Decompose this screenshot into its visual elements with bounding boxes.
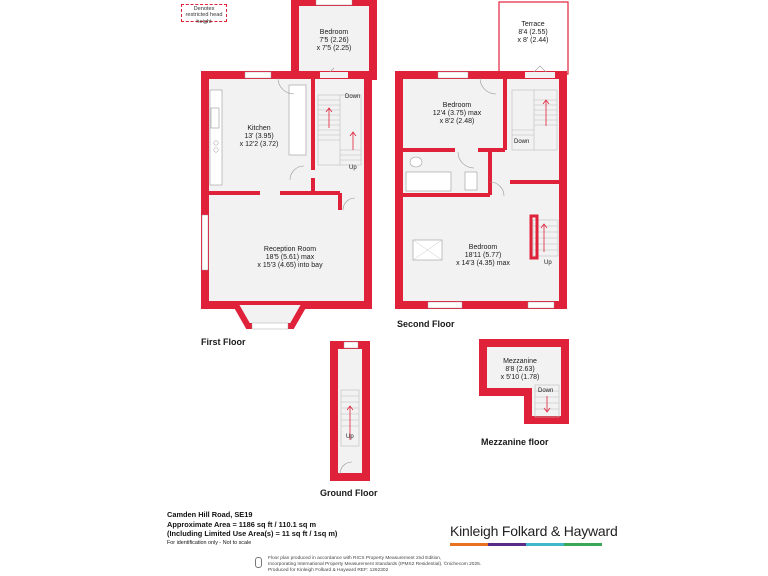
mezzanine-area <box>483 343 565 420</box>
first-floor-up-label: Up <box>349 165 357 171</box>
ground-floor-up-label: Up <box>346 434 354 440</box>
first-floor-main-area <box>205 75 368 305</box>
footer-disclaimer <box>268 556 481 574</box>
nichecom-icon <box>255 557 262 568</box>
bedroom-first-dim1: 7'5 (2.26) <box>319 37 349 44</box>
second-floor-down-label: Down <box>514 139 530 145</box>
agency-logo: Kinleigh Folkard & Hayward <box>450 523 618 539</box>
identification-note: For identification only - Not to scale <box>167 539 252 546</box>
footer-line-2: Incorporating International Property Measurement Standards (IPMS2 Residential). ©nichecom 2025. <box>268 562 482 567</box>
second-floor-up-label: Up <box>544 260 552 266</box>
mezzanine-dim2: x 5'10 (1.78) <box>500 374 540 381</box>
mezzanine-down-label: Down <box>538 388 554 394</box>
reception-dim2: x 15'3 (4.65) into bay <box>257 262 323 269</box>
mezzanine-plan <box>483 343 565 420</box>
bedroom-second-b-dim2: x 14'3 (4.35) max <box>456 260 510 267</box>
mezzanine-dim1: 8'8 (2.63) <box>505 366 535 373</box>
bedroom-second-b-name: Bedroom <box>468 244 498 251</box>
restricted-height-legend: Denotes restricted head height <box>181 4 227 22</box>
brand-bar-orange <box>450 543 488 546</box>
bedroom-first-name: Bedroom <box>319 29 349 36</box>
brand-bar-teal <box>526 543 564 546</box>
terrace-name: Terrace <box>521 21 545 28</box>
footer-line-1: Floor plan produced in accordance with RICS Property Measurement 2nd Edition, <box>268 556 442 561</box>
second-floor-label: Second Floor <box>397 319 455 329</box>
reception-name: Reception Room <box>263 246 317 253</box>
bedroom-second-a-dim2: x 8'2 (2.48) <box>439 118 475 125</box>
approximate-area: Approximate Area = 1186 sq ft / 110.1 sq m <box>167 519 317 529</box>
ground-floor-label: Ground Floor <box>320 488 378 498</box>
bedroom-first-dim2: x 7'5 (2.25) <box>316 45 352 52</box>
limited-use-area: (Including Limited Use Area(s) = 11 sq ft / 1sq m) <box>167 529 338 539</box>
bedroom-second-a-dim1: 12'4 (3.75) max <box>432 110 482 117</box>
first-floor-label: First Floor <box>201 337 246 347</box>
kitchen-dim1: 13' (3.95) <box>244 133 274 140</box>
property-address: Camden Hill Road, SE19 <box>167 510 253 519</box>
kitchen-dim2: x 12'2 (3.72) <box>239 141 279 148</box>
reception-dim1: 18'5 (5.61) max <box>265 254 315 261</box>
ground-floor-plan <box>334 342 366 477</box>
bedroom-second-a-name: Bedroom <box>442 102 472 109</box>
bedroom-second-b-dim1: 18'11 (5.77) <box>464 252 502 259</box>
kitchen-name: Kitchen <box>247 125 271 132</box>
first-floor-down-label: Down <box>345 94 361 100</box>
mezzanine-floor-label: Mezzanine floor <box>481 437 549 447</box>
property-info <box>167 510 337 547</box>
brand-bar-purple <box>488 543 526 546</box>
terrace-dim1: 8'4 (2.55) <box>518 29 548 36</box>
brand-bar-green <box>564 543 602 546</box>
mezzanine-name: Mezzanine <box>503 358 537 365</box>
terrace-dim2: x 8' (2.44) <box>517 37 549 44</box>
footer-line-3: Produced for Kinleigh Folkard & Hayward REF: 1262302 <box>268 568 389 573</box>
